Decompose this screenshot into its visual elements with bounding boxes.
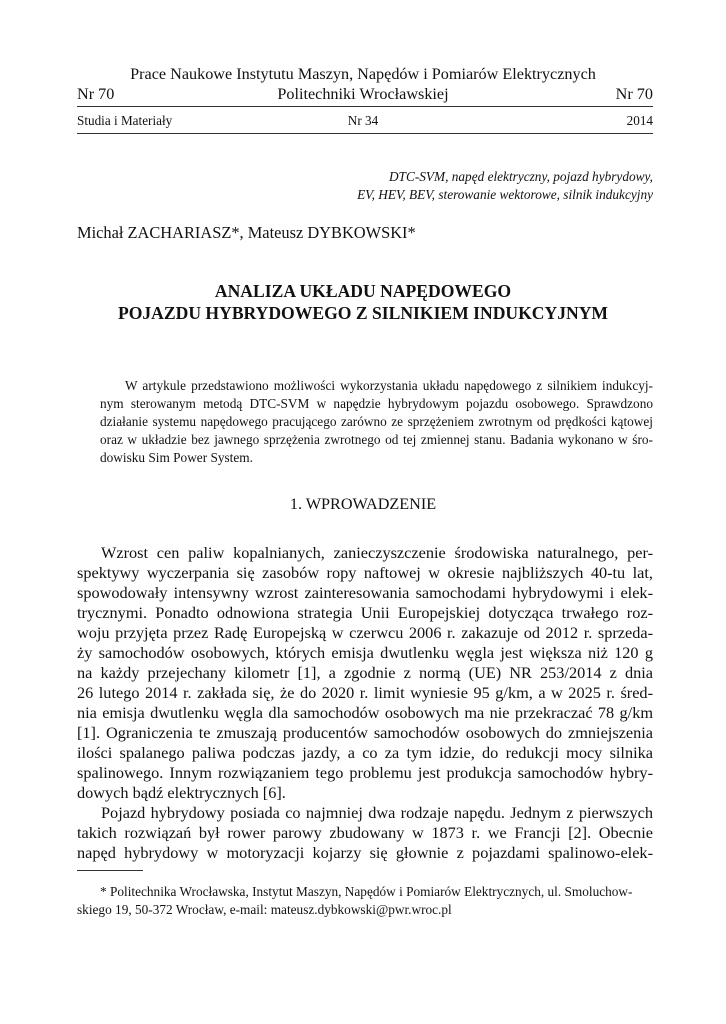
keywords-line-1: DTC-SVM, napęd elektryczny, pojazd hybrydowy, [388,169,653,184]
paragraph-line: dowych bądź elektrycznych [6]. [77,783,286,802]
header-rule-bottom [77,133,653,134]
header-rule [77,106,653,107]
section-heading: 1. WPROWADZENIE [289,495,437,513]
paragraph-line: trycznymi. Ponadto odnowiona strategia Unii Europejskiej dotycząca trwałego roz- [77,603,653,622]
abstract-line: W artykule przedstawiono możliwości wykorzystania układu napędowego z silnikiem indukcyj- [125,378,653,393]
paragraph-line: spektywy wyczerpania się zasobów ropy naftowej w okresie najbliższych 40-tu lat, [77,563,653,582]
paragraph-line: Pojazd hybrydowy posiada co najmniej dwa rodzaje napędu. Jednym z pierwszych [101,803,653,822]
series-name: Studia i Materiały [77,113,173,128]
paragraph-line: ilości spalanego paliwa podczas jazdy, a co za tym idzie, do redukcji mocy silnika [77,743,653,762]
paragraph-line: Wzrost cen paliw kopalnianych, zanieczyszczenie środowiska naturalnego, per- [101,543,653,562]
footnote-line: skiego 19, 50-372 Wrocław, e-mail: mateusz.dybkowski@pwr.wroc.pl [77,902,452,917]
paragraph-line: ży samochodów osobowych, których emisja dwutlenku węgla jest większa niż 120 g [77,643,653,662]
paper-title-line-1: ANALIZA UKŁADU NAPĘDOWEGO [214,281,512,301]
paragraph-line: spalinowego. Innym rozwiązaniem tego problemu jest produkcja samochodów hybry- [77,763,653,782]
abstract [100,377,653,467]
body-paragraph-1 [77,543,653,803]
issue-number-left: Nr 70 [77,85,115,103]
paragraph-line: napęd hybrydowy w motoryzacji kojarzy się głownie z pojazdami spalinowo-elek- [77,843,653,862]
abstract-line: dowisku Sim Power System. [100,450,253,465]
paragraph-line: spowodowały intensywny wzrost zainteresowania samochodami hybrydowymi i elek- [77,583,653,602]
journal-publisher: Politechniki Wrocławskiej [277,85,449,103]
paragraph-line: na każdy przejechany kilometr [1], a zgodnie z normą (UE) NR 253/2014 z dnia [77,663,653,682]
paragraph-line: [1]. Ograniczenia te zmuszają producentów samochodów osobowych do zmniejszenia [77,723,653,742]
paragraph-line: nia emisja dwutlenku węgla dla samochodów osobowych ma nie przekraczać 78 g/km [77,703,653,722]
abstract-line: działanie systemu napędowego pracującego zarówno ze sprzężeniem zwrotnym od prędkości kątowej [100,414,653,429]
authors: Michał ZACHARIASZ*, Mateusz DYBKOWSKI* [77,223,416,242]
journal-title: Prace Naukowe Instytutu Maszyn, Napędów i Pomiarów Elektrycznych [130,65,596,83]
abstract-line: nym sterowanym metodą DTC-SVM w napędzie hybrydowym pojazdu osobowego. Sprawdzono [100,396,653,411]
paper-title-line-2: POJAZDU HYBRYDOWEGO Z SILNIKIEM INDUKCYJNYM [117,303,609,323]
issue-number-right: Nr 70 [615,85,653,103]
series-issue: Nr 34 [347,113,379,128]
abstract-line: oraz w układzie bez jawnego sprzężenia zwrotnego od tej zmiennej stanu. Badania wykonano w śro- [100,432,653,447]
footnote-line: * Politechnika Wrocławska, Instytut Maszyn, Napędów i Pomiarów Elektrycznych, ul. Smoluchow- [100,884,633,899]
footnote [77,883,653,919]
publication-year: 2014 [626,113,653,128]
paragraph-line: takich rozwiązań był rower parowy zbudowany w 1873 r. we Francji [2]. Obecnie [77,823,653,842]
keywords-line-2: EV, HEV, BEV, sterowanie wektorowe, silnik indukcyjny [357,187,653,202]
paragraph-line: woju przyjęta przez Radę Europejską w czerwcu 2006 r. zakazuje od 2012 r. sprzeda- [77,623,653,642]
paragraph-line: 26 lutego 2014 r. zakłada się, że do 2020 r. limit wyniesie 95 g/km, a w 2025 r. śred- [77,683,653,702]
body-paragraph-2 [77,803,653,863]
footnote-rule [77,870,143,871]
